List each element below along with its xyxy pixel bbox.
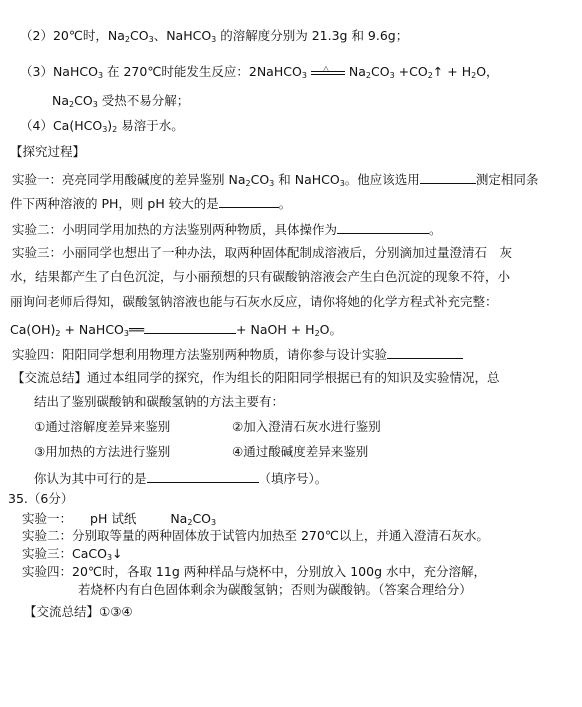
text: （4）Ca(HCO — [20, 118, 103, 133]
text: Na — [52, 93, 70, 108]
subscript: 3 — [102, 125, 108, 134]
experiment-1-line-b — [10, 193, 291, 213]
text: CO — [74, 93, 93, 108]
subscript: 3 — [97, 71, 104, 80]
info-line-3 — [20, 63, 499, 85]
answer-blank-physical-method[interactable] — [387, 344, 463, 359]
answer-blank-heating-operation[interactable] — [337, 219, 429, 234]
subscript: 3 — [106, 553, 113, 562]
text: 。 — [278, 196, 292, 211]
answer-experiment-2: 实验二：分别取等量的两种固体放于试管内加热至 270℃以上，并通入澄清石灰水。 — [22, 528, 489, 543]
text: CaCO — [72, 546, 107, 561]
text: 受热不易分解； — [97, 93, 190, 108]
text: ↑ + H — [432, 64, 472, 79]
text: + NaHCO — [60, 322, 124, 337]
info-line-2 — [20, 27, 408, 49]
text: 你认为其中可行的是 — [34, 471, 147, 486]
text: 实验三： — [22, 546, 73, 561]
subscript: 3 — [211, 35, 217, 44]
summary-option-1: ①通过溶解度差异来鉴别 — [34, 419, 171, 434]
text: CO — [371, 64, 390, 79]
subscript: 3 — [92, 100, 98, 109]
text: +CO — [394, 64, 428, 79]
text: O， — [476, 64, 499, 79]
heat-triangle-icon: △ — [322, 63, 330, 73]
text: 实验一： — [22, 511, 73, 526]
answer-blank-feasible-methods[interactable] — [147, 468, 259, 483]
text: 在 270℃时能发生反应：2NaHCO — [103, 64, 302, 79]
equals-sign: ══ — [128, 322, 145, 337]
subscript: 3 — [148, 35, 154, 44]
section-heading-process: 【探究过程】 — [10, 144, 86, 159]
text: 易溶于水。 — [117, 118, 184, 133]
text: ↓ — [112, 546, 123, 561]
text: + NaOH + H — [236, 322, 315, 337]
text: ) — [107, 118, 113, 133]
experiment-3-equation — [10, 319, 342, 343]
text: O。 — [319, 322, 342, 337]
text: CO — [250, 172, 270, 187]
answer-heading: 35.（6分） — [8, 491, 74, 506]
text: 的溶解度分别为 21.3g 和 9.6g； — [216, 28, 409, 43]
answer-summary: 【交流总结】①③④ — [24, 604, 133, 619]
subscript: 2 — [55, 329, 61, 338]
text: Na — [348, 64, 366, 79]
experiment-3-line-c: 丽询问老师后得知，碳酸氢钠溶液也能与石灰水反应，请你将她的化学方程式补充完整： — [10, 294, 498, 309]
summary-option-2: ②加入澄清石灰水进行鉴别 — [232, 419, 381, 434]
answer-experiment-4-line-a: 实验四：20℃时，各取 11g 两种样品与烧杯中，分别放入 100g 水中，充分溶解， — [22, 564, 486, 579]
experiment-3-line-a: 实验三：小丽同学也想出了一种办法，取两种固体配制成溶液后，分别滴加过量澄清石 灰 — [12, 245, 513, 260]
subscript: 2 — [365, 71, 372, 80]
subscript: 2 — [69, 100, 75, 109]
text: （3）NaHCO — [20, 64, 98, 79]
subscript: 3 — [269, 179, 275, 188]
info-line-3b — [52, 92, 189, 114]
text: 、NaHCO — [153, 28, 212, 43]
answer-blank-product[interactable] — [144, 319, 236, 334]
subscript: 3 — [301, 71, 307, 80]
text: Ca(OH) — [10, 322, 56, 337]
text: pH 试纸 — [90, 511, 137, 526]
text: CO — [130, 28, 149, 43]
subscript: 2 — [112, 125, 118, 134]
answer-blank-indicator[interactable] — [420, 169, 476, 184]
answer-blank-higher-ph[interactable] — [219, 193, 279, 208]
subscript: 2 — [124, 35, 131, 44]
text: Na — [170, 511, 188, 526]
subscript: 2 — [471, 71, 477, 80]
subscript: 2 — [314, 329, 320, 338]
subscript: 2 — [245, 179, 251, 188]
subscript: 3 — [389, 71, 395, 80]
experiment-1-line-a — [12, 169, 538, 193]
text: 。他应该选用 — [344, 172, 420, 187]
text: 实验四：阳阳同学想利用物理方法鉴别两种物质，请你参与设计实验 — [12, 347, 388, 362]
text: 实验一：亮亮同学用酸碱度的差异鉴别 Na — [12, 172, 246, 187]
subscript: 3 — [211, 518, 217, 527]
summary-line-1: 【交流总结】通过本组同学的探究，作为组长的阳阳同学根据已有的知识及实验情况，总 — [12, 370, 500, 385]
summary-question — [34, 468, 327, 488]
text: 和 NaHCO — [274, 172, 340, 187]
heating-condition-sign — [311, 63, 345, 80]
text: 。 — [429, 222, 442, 237]
text: 件下两种溶液的 PH，则 pH 较大的是 — [10, 196, 219, 211]
text: 实验二：小明同学用加热的方法鉴别两种物质，具体操作为 — [12, 222, 338, 237]
text: （填序号）。 — [258, 471, 328, 486]
text: 测定相同条 — [475, 172, 539, 187]
summary-line-2: 结出了鉴别碳酸钠和碳酸氢钠的方法主要有： — [34, 394, 285, 409]
info-line-4 — [20, 117, 184, 139]
answer-experiment-4-line-b: 若烧杯内有白色固体剩余为碳酸氢钠；否则为碳酸钠。（答案合理给分） — [78, 582, 472, 597]
experiment-2-line — [12, 219, 442, 239]
experiment-3-line-b: 水，结果都产生了白色沉淀，与小丽预想的只有碳酸钠溶液会产生白色沉淀的现象不符，小 — [10, 269, 511, 284]
summary-option-3: ③用加热的方法进行鉴别 — [34, 444, 171, 459]
subscript: 2 — [187, 518, 193, 527]
subscript: 3 — [339, 179, 345, 188]
summary-option-4: ④通过酸碱度差异来鉴别 — [232, 444, 369, 459]
text: （2）20℃时，Na — [20, 28, 125, 43]
text: CO — [192, 511, 212, 526]
subscript: 3 — [123, 329, 129, 338]
subscript: 2 — [427, 71, 433, 80]
experiment-4-line — [12, 344, 463, 364]
